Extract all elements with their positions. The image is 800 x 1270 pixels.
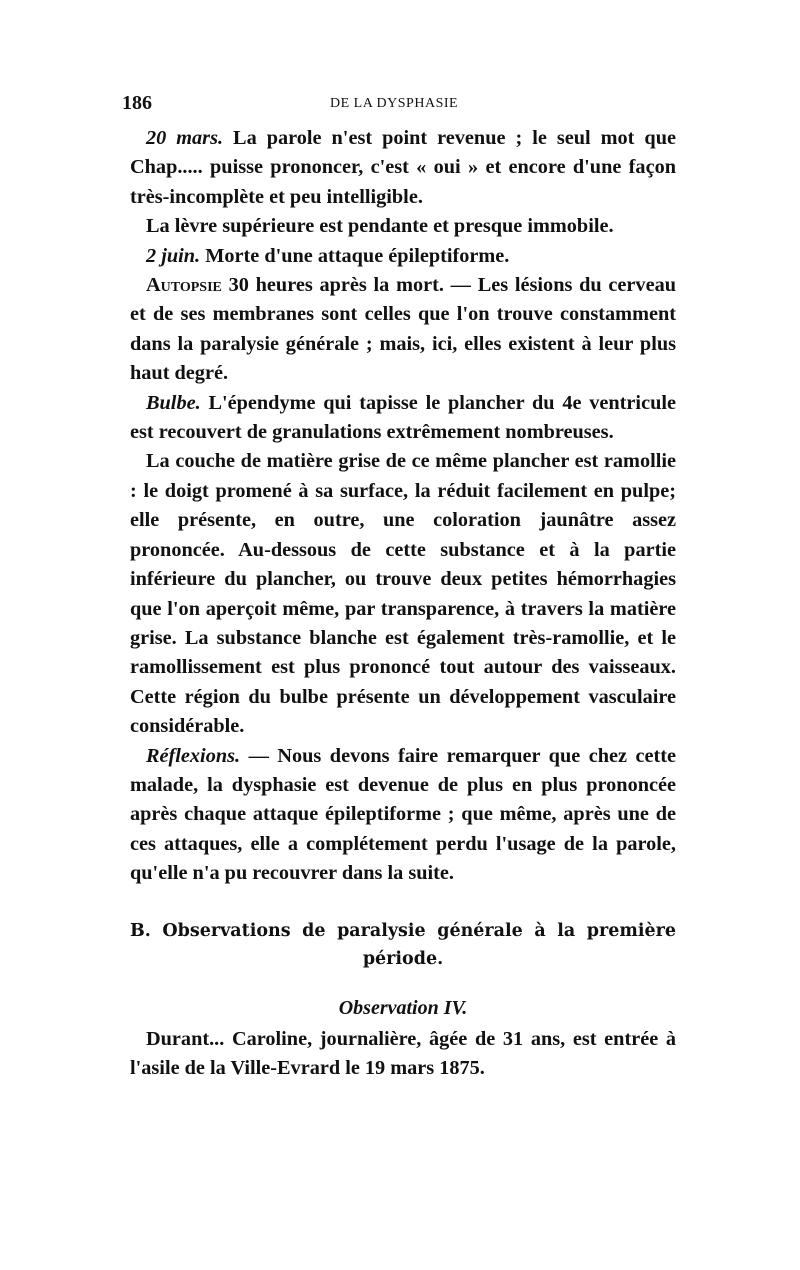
paragraph-text: — Nous devons faire remarquer que chez cette malade, la dysphasie est devenue de plus en plus prononcée après chaque attaque épileptiforme ; que même, après une de ces attaques, elle a complétement perdu l'usage de la parole, qu'elle n'a pu recouvrer dans la suite. — [130, 744, 676, 885]
body-text — [130, 124, 676, 1083]
section-heading — [130, 917, 676, 973]
paragraph-reflexions — [130, 742, 676, 889]
page-number: 186 — [122, 92, 152, 114]
paragraph-text: La parole n'est point revenue ; le seul mot que Chap..... puisse prononcer, c'est « oui » et encore d'une façon très-incomplète et peu intelligible. — [130, 127, 676, 208]
paragraph-levre — [130, 212, 676, 241]
date-label: 2 juin. — [146, 244, 201, 267]
date-label: 20 mars. — [146, 127, 224, 149]
document-page — [122, 92, 676, 1083]
reflexions-label: Réflexions. — [146, 744, 241, 767]
bulbe-label: Bulbe. — [146, 391, 201, 414]
paragraph-text: La lèvre supérieure est pendante et presque immobile. — [146, 215, 614, 238]
paragraph-durant — [130, 1025, 676, 1084]
section-heading-line-1: B. Observations de paralysie générale à la première — [130, 920, 676, 941]
autopsie-label: Autopsie — [146, 274, 222, 297]
paragraph-text: La couche de matière grise de ce même plancher est ramollie : le doigt promené à sa surface, la réduit facilement en pulpe; elle présente, en outre, une coloration jaunâtre assez prononcée. Au-dessous de cette substance et à la partie inférieure du plancher, ou trouve deux petites hémorrhagies que l'on aperçoit même, par transparence, à travers la matière grise. La substance blanche est également très-ramollie, et le ramollissement est plus prononcé tout autour des vaisseaux. Cette région du bulbe présente un développement vasculaire considérable. — [130, 450, 676, 738]
paragraph-text: Morte d'une attaque épileptiforme. — [205, 244, 510, 267]
paragraph-20-mars — [130, 124, 676, 212]
paragraph-text: Durant... Caroline, journalière, âgée de 31 ans, est entrée à l'asile de la Ville-Evrard le 19 mars 1875. — [130, 1027, 676, 1079]
paragraph-couche — [130, 447, 676, 741]
paragraph-2-juin — [130, 242, 676, 271]
paragraph-bulbe — [130, 389, 676, 448]
running-title: DE LA DYSPHASIE — [330, 96, 459, 111]
paragraph-autopsie — [130, 271, 676, 389]
observation-title: Observation IV. — [338, 996, 468, 1019]
paragraph-text: L'épendyme qui tapisse le plancher du 4e ventricule est recouvert de granulations extrêmement nombreuses. — [130, 391, 676, 444]
running-header — [122, 92, 676, 124]
section-heading-line-2: période. — [362, 948, 444, 969]
paragraph-text: 30 heures après la mort. — Les lésions du cerveau et de ses membranes sont celles que l'on trouve constamment dans la paralysie générale ; mais, ici, elles existent à leur plus haut degré. — [130, 274, 676, 385]
